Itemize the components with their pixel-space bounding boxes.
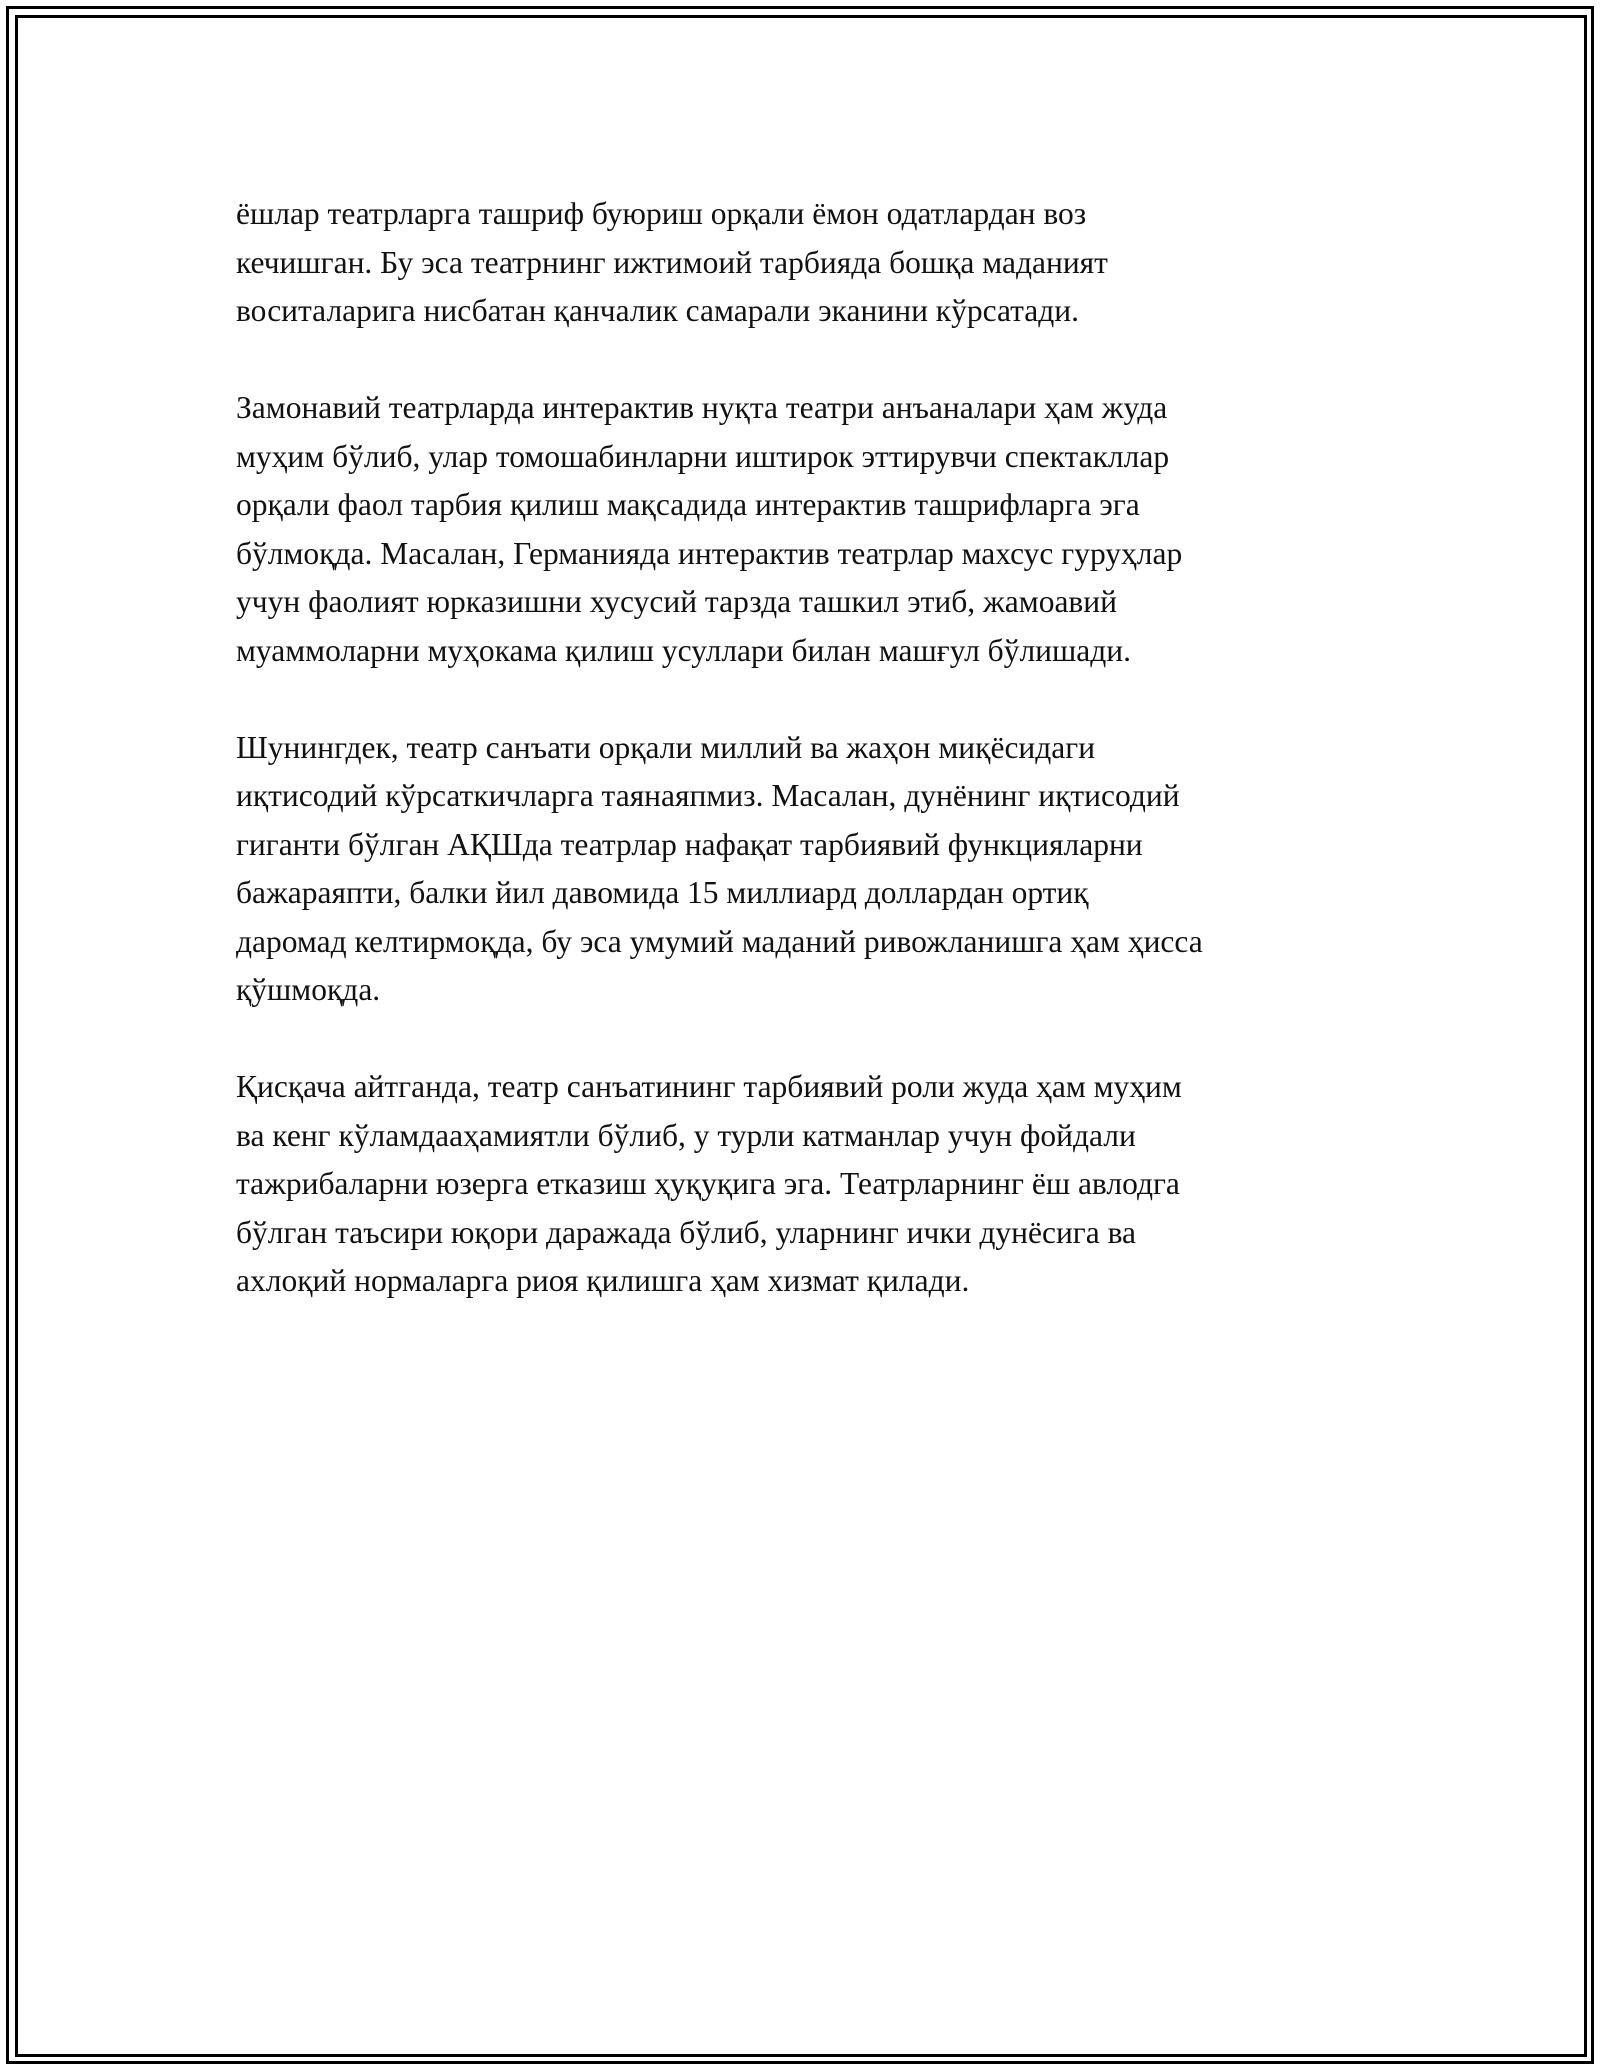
paragraph: ёшлар театрларга ташриф буюриш орқали ёмон одатлардан воз кечишган. Бу эса театрнинг ижтимоий тарбияда бошқа маданият воситаларига нисбатан қанчалик самарали эканини кўрсатади. — [236, 196, 1108, 328]
paragraph: Замонавий театрларда интерактив нуқта театри анъаналари ҳам жуда муҳим бўлиб, улар томошабинларни иштирок эттирувчи спектакллар орқали фаол тарбия қилиш мақсадида интерактив ташрифларга эга бўлмоқда. Масалан, Германияда интерактив театрлар махсус гуруҳлар учун фаолият юрказишни хусусий тарзда ташкил этиб, жамоавий муаммоларни муҳокама қилиш усуллари билан машғул бўлишади. — [236, 390, 1183, 668]
paragraph: Шунингдек, театр санъати орқали миллий ва жаҳон миқёсидаги иқтисодий кўрсаткичларга таянаяпмиз. Масалан, дунёнинг иқтисодий гиганти бўлган АҚШда театрлар нафақат тарбиявий функцияларни бажараяпти, балки йил давомида 15 миллиард доллардан ортиқ даромад келтирмоқда, бу эса умумий маданий ривожланишга ҳам ҳисса қўшмоқда. — [236, 729, 1203, 1007]
document-body — [236, 190, 1376, 1354]
paragraph: Қисқача айтганда, театр санъатининг тарбиявий роли жуда ҳам муҳим ва кенг кўламдааҳамиятли бўлиб, у турли катманлар учун фойдали тажрибаларни юзерга етказиш ҳуқуқига эга. Театрларнинг ёш авлодга бўлган таъсири юқори даражада бўлиб, уларнинг ички дунёсига ва ахлоқий нормаларга риоя қилишга ҳам хизмат қилади. — [236, 1069, 1182, 1298]
